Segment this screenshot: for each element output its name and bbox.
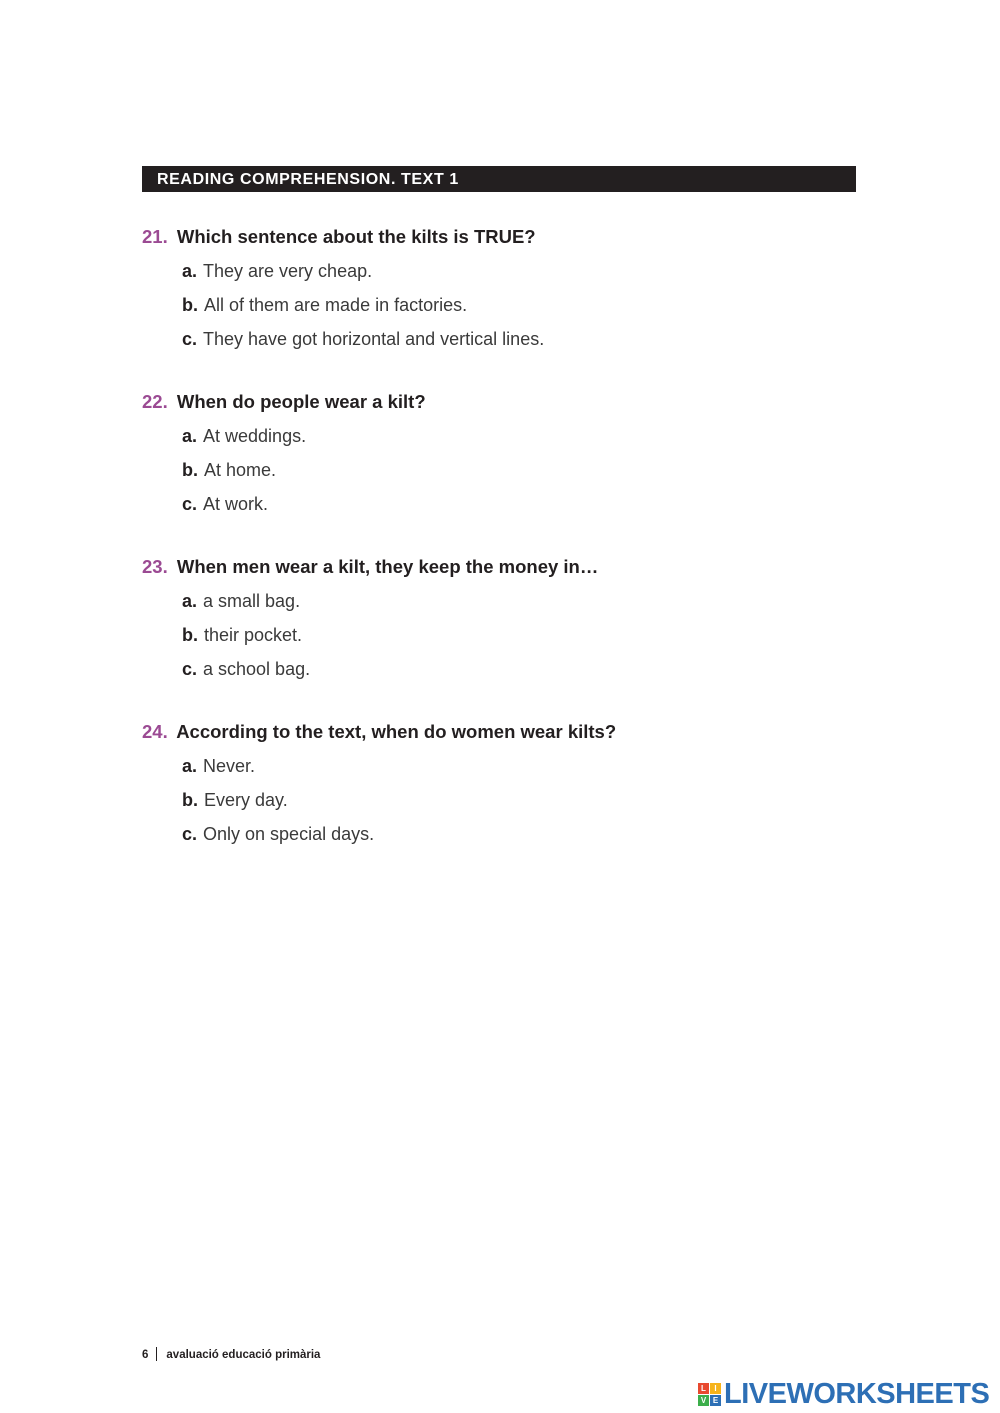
option-letter: b.	[182, 790, 198, 810]
option-text: Every day.	[204, 790, 288, 810]
option-c[interactable]	[182, 821, 856, 847]
question-24	[142, 719, 856, 847]
option-a[interactable]	[182, 423, 856, 449]
option-letter: c.	[182, 494, 198, 514]
option-text: a school bag.	[203, 659, 311, 679]
question-text: Which sentence about the kilts is TRUE?	[176, 226, 536, 247]
section-title-bar	[142, 166, 856, 192]
section-title: READING COMPREHENSION. TEXT 1	[157, 171, 459, 188]
liveworksheets-watermark	[698, 1377, 989, 1411]
question-line	[142, 554, 856, 580]
option-a[interactable]	[182, 258, 856, 284]
option-letter: a.	[182, 591, 198, 611]
option-c[interactable]	[182, 491, 856, 517]
option-text: All of them are made in factories.	[204, 295, 468, 315]
footer-divider	[156, 1347, 157, 1361]
question-23	[142, 554, 856, 682]
question-list	[142, 224, 856, 884]
option-letter: b.	[182, 460, 198, 480]
option-c[interactable]	[182, 656, 856, 682]
question-text: When do people wear a kilt?	[176, 391, 426, 412]
question-line	[142, 224, 856, 250]
question-21	[142, 224, 856, 352]
option-list	[182, 588, 856, 682]
question-number: 21.	[142, 226, 168, 247]
logo-block-e: E	[710, 1395, 721, 1406]
option-text: At work.	[203, 494, 269, 514]
option-b[interactable]	[182, 457, 856, 483]
question-number: 24.	[142, 721, 168, 742]
option-letter: b.	[182, 625, 198, 645]
option-a[interactable]	[182, 588, 856, 614]
question-line	[142, 389, 856, 415]
option-letter: a.	[182, 756, 198, 776]
option-letter: c.	[182, 329, 198, 349]
option-letter: a.	[182, 261, 198, 281]
option-letter: b.	[182, 295, 198, 315]
option-text: They are very cheap.	[203, 261, 373, 281]
question-22	[142, 389, 856, 517]
option-text: At home.	[204, 460, 277, 480]
question-line	[142, 719, 856, 745]
option-list	[182, 258, 856, 352]
option-text: Never.	[203, 756, 256, 776]
option-list	[182, 423, 856, 517]
logo-block-v: V	[698, 1395, 709, 1406]
question-number: 23.	[142, 556, 168, 577]
option-a[interactable]	[182, 753, 856, 779]
logo-block-l: L	[698, 1383, 709, 1394]
question-text: According to the text, when do women wear kilts?	[176, 721, 617, 742]
question-text: When men wear a kilt, they keep the money in…	[176, 556, 599, 577]
option-c[interactable]	[182, 326, 856, 352]
option-letter: c.	[182, 824, 198, 844]
option-text: Only on special days.	[203, 824, 375, 844]
footer-caption: avaluació educació primària	[166, 1349, 321, 1361]
option-b[interactable]	[182, 787, 856, 813]
watermark-text: LIVEWORKSHEETS	[724, 1378, 990, 1410]
option-b[interactable]	[182, 292, 856, 318]
liveworksheets-logo-icon	[698, 1383, 721, 1406]
option-letter: c.	[182, 659, 198, 679]
page-footer	[142, 1347, 320, 1361]
option-text: their pocket.	[204, 625, 303, 645]
option-b[interactable]	[182, 622, 856, 648]
option-letter: a.	[182, 426, 198, 446]
option-text: a small bag.	[203, 591, 301, 611]
question-number: 22.	[142, 391, 168, 412]
option-text: They have got horizontal and vertical lines.	[203, 329, 545, 349]
page-number: 6	[142, 1349, 149, 1361]
option-list	[182, 753, 856, 847]
option-text: At weddings.	[203, 426, 307, 446]
logo-block-i: I	[710, 1383, 721, 1394]
